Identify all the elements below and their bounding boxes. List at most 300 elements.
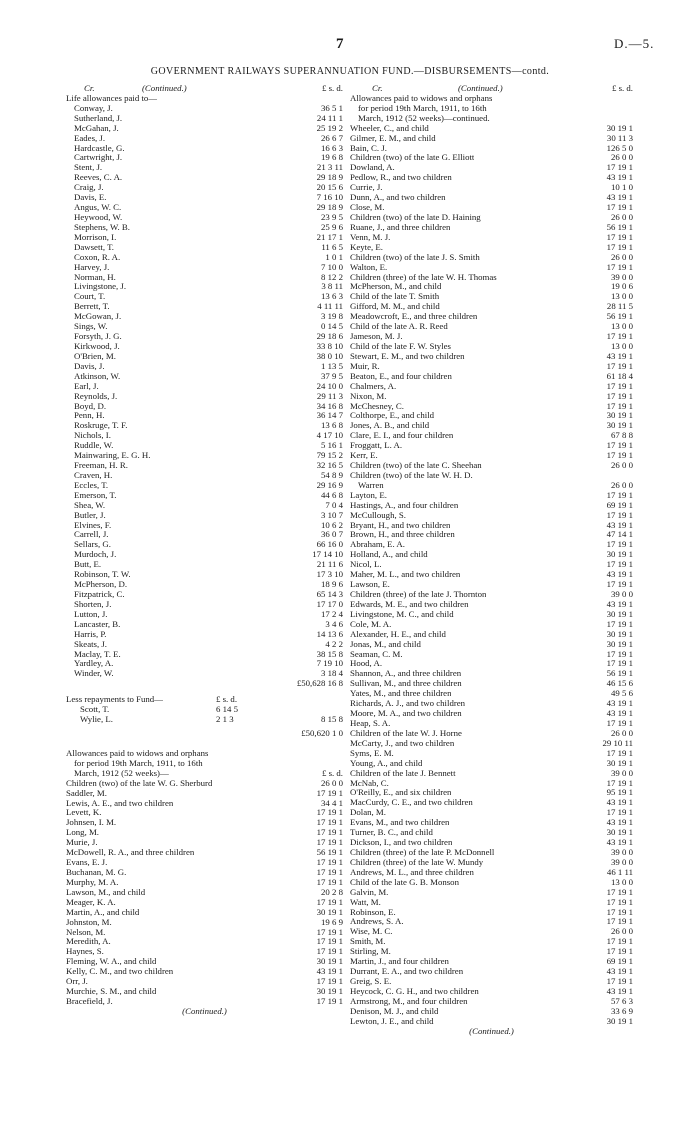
entry-amount: 25 19 2 [316,122,343,133]
entry-name: Lutton, J. [74,609,108,619]
entry-amount: 29 10 11 [602,737,633,748]
entry-amount: 17 19 1 [316,876,343,887]
table-row [350,659,633,669]
entry-amount: 11 6 5 [321,241,343,252]
entry-amount: 29 18 9 [316,172,343,183]
table-row [66,203,343,213]
entry-amount: 33 8 10 [316,340,343,351]
entry-amount: 2 1 3 [216,714,234,725]
table-row [350,322,633,332]
table-row [66,302,343,312]
entry-name: Orr, J. [66,977,88,987]
entry-amount: 32 16 5 [316,460,343,471]
entry-amount: 17 19 1 [606,509,633,520]
table-row [350,481,633,491]
entry-amount: 17 19 1 [606,231,633,242]
entry-amount: 7 10 0 [321,261,343,272]
entry-name: Lewton, J. E., and child [350,1016,434,1026]
entry-name: Ruane, J., and three children [350,222,451,232]
entry-amount: 17 19 1 [606,400,633,411]
right-column: Cr. (Continued.) £ s. d. Allowances paid to widows and orphans for period 19th March, 1911, to 16th March, 1912 (52 weeks)—continued. Wheeler, C., and child 30 19 1 Gilmer, E. M., and child 30 11 3 Bain, C. J. 126 5 0 Children (two) of the late G. Elliott 26 0 0 Dowland, A. 17 19 1 Pedlow, R., and two children 43 19 1 Currie, J. 10 1 0 Dunn, A., and two children 43 19 1 Close, M. 17 19 1 Children (two) of the late D. Haining 26 0 0 Ruane, J., and three children 56 19 1 Venn, M. J. 17 19 1 Keyte, E. 17 19 1 Children (two) of the late J. S. Smith 26 0 0 Walton, E. 17 19 1 Children (three) of the late W. H. Thomas 39 0 0 McPherson, M., and child 19 0 6 Child of the late T. Smith 13 0 0 Gifford, M. M., and child 28 11 5 Meadowcroft, E., and three children 56 19 1 Child of the late A. R. Reed 13 0 0 Jameson, M. J. 17 19 1 Child of the late F. W. Styles 13 0 0 Stewart, E. M., and two children 43 19 1 Muir, R. 17 19 1 Beaton, E., and four children 61 18 4 Chalmers, A. 17 19 1 Nixon, M. 17 19 1 McChesney, C. 17 19 1 Colthorpe, E., and child 30 19 1 Jones, A. B., and child 30 19 1 Clare, E. I., and four children 67 8 8 Froggatt, L. A. 17 19 1 Kerr, E. 17 19 1 Children (two) of the late C. Sheehan 26 0 0 Children (two) of the late W. H. D. Warren 26 0 0 Layton, E. 17 19 1 Hastings, A., and four children 69 19 1 McCullough, S. 17 19 1 Bryant, H., and two children 43 19 1 Brown, H., and three children 47 14 1 Abraham, E. A. 17 19 1 Holland, A., and child 30 19 1 Nicol, L. 17 19 1 Maher, M. L., and two children 43 19 1 Lawson, E. 17 19 1 Children (three) of the late J. Thornton 39 0 0 Edwards, M. E., and two children 43 19 1 Livingstone, M. C., and child 30 19 1 Cole, M. A. 17 19 1 Alexander, H. E., and child 30 19 1 Jonas, M., and child 30 19 1 Seaman, C. M. 17 19 1 Hood, A. 17 19 1 Shannon, A., and three children 56 19 1 Sullivan, M., and three children 46 15 6 Yates, M., and three children 49 5 6 Richards, A. J., and two children 43 19 1 Moore, M. A., and two children 43 19 1 Heap, S. A. 17 19 1 Children of the late W. J. Horne 26 0 0 McCarty, J., and two children 29 10 11 Syms, E. M. 17 19 1 Young, A., and child 30 19 1 Children of the late J. Bennett 39 0 0 McNab, C. 17 19 1 O'Reilly, E., and six children 95 19 1 MacCurdy, C. E., and two children 43 19 1 Dolan, M. 17 19 1 Evans, M., and two children 43 19 1 Turner, B. C., and child 30 19 1 Dickson, I., and two children 43 19 1 Children (three) of the late P. McDonnell 39 0 0 Children (three) of the late W. Mundy 39 0 0 Andrews, M. L., and three children 46 1 11 Child of the late G. B. Monson 13 0 0 Galvin, M. 17 19 1 Watt, M. 17 19 1 Robinson, E. 17 19 1 Andrews, S. A. 17 19 1 Wise, M. C. 26 0 0 Smith, M. 17 19 1 Stirling, M. 17 19 1 Martin, J., and four children 69 19 1 Durrant, E. A., and two children 43 19 1 Greig, S. E. 17 19 1 Heycock, C. G. H., and two children 43 19 1 Armstrong, M., and four children 57 6 3 Denison, M. J., and child 33 6 9 Lewton, J. E., and child 30 19 1 (Continued.) [350,83,633,1036]
entry-name: Jones, A. B., and child [350,421,430,431]
entry-amount: 30 19 1 [606,549,633,560]
table-row [66,322,343,332]
entry-name: Buchanan, M. G. [66,867,127,877]
table-row [350,540,633,550]
table-row [350,838,633,848]
entry-amount: 3 10 7 [321,509,343,520]
table-row [350,997,633,1007]
net-total-row [66,729,343,739]
entry-name: Children (three) of the late J. Thornton [350,590,487,600]
table-row [66,878,343,888]
entry-name: Andrews, S. A. [350,917,404,927]
entry-amount: 17 19 1 [316,857,343,868]
subtotal-amount: £50,628 16 8 [296,678,343,689]
entry-amount: 20 15 6 [316,182,343,193]
entry-amount: 30 19 1 [606,628,633,639]
entry-name: Eccles, T. [74,480,109,490]
entry-name: Johnston, M. [66,917,112,927]
entry-name: O'Brien, M. [74,351,116,361]
table-row [350,372,633,382]
table-row [66,253,343,263]
table-row [66,918,343,928]
table-row [66,957,343,967]
entry-name: Nichols, I. [74,431,111,441]
table-row [350,521,633,531]
entry-name: Dolan, M. [350,808,386,818]
entry-amount: 36 14 7 [316,410,343,421]
entry-name: Gifford, M. M., and child [350,302,440,312]
entry-amount: 56 19 1 [606,311,633,322]
table-row [66,947,343,957]
entry-amount: 26 0 0 [611,727,633,738]
entry-amount: 3 18 4 [321,668,343,679]
entry-name: Levett, K. [66,808,102,818]
cr-label: Cr. [84,83,95,93]
table-row [350,292,633,302]
table-row [66,183,343,193]
entry-name: Syms, E. M. [350,748,394,758]
entry-amount: 29 18 9 [316,202,343,213]
table-row [350,302,633,312]
section-units: £ s. d. [321,767,343,778]
entry-amount: 17 19 1 [606,390,633,401]
entry-name: Livingstone, J. [74,282,127,292]
table-row [350,580,633,590]
table-row [66,243,343,253]
entry-name: Morrison, I. [74,232,117,242]
table-row [66,282,343,292]
entry-name: Maher, M. L., and two children [350,570,461,580]
entry-amount: 30 19 1 [606,827,633,838]
table-row [350,273,633,283]
entry-amount: 36 0 7 [321,529,343,540]
table-row [66,273,343,283]
entry-amount: 79 15 2 [316,450,343,461]
table-row [66,332,343,342]
entry-amount: 39 0 0 [611,271,633,282]
table-row [66,580,343,590]
entry-amount: 10 6 2 [321,519,343,530]
left-column-header [66,84,343,94]
entry-amount: 67 8 8 [611,430,633,441]
net-total-amount: £50,620 1 0 [301,728,343,738]
table-row [66,530,343,540]
entry-amount: 26 0 0 [321,777,343,788]
entry-name: Children (three) of the late P. McDonnell [350,847,495,857]
table-row [66,540,343,550]
entry-name: Children (two) of the late G. Elliott [350,153,475,163]
entry-name: Heycock, C. G. H., and two children [350,986,479,996]
entry-name: Children (two) of the late W. G. Sherburd [66,778,213,788]
entry-amount: 0 14 5 [321,321,343,332]
table-row [66,799,343,809]
entry-amount: 7 0 4 [325,499,343,510]
table-row [350,153,633,163]
entry-name: Earl, J. [74,381,99,391]
entry-amount: 56 19 1 [606,221,633,232]
entry-name: Durrant, E. A., and two children [350,967,464,977]
entry-amount: 17 3 10 [316,569,343,580]
entry-amount: 17 19 1 [316,817,343,828]
entry-name: Child of the late F. W. Styles [350,341,451,351]
entry-amount: 43 19 1 [606,985,633,996]
entry-name: Hood, A. [350,659,383,669]
entry-name: Martin, J., and four children [350,957,449,967]
table-row [66,342,343,352]
entry-amount: 26 0 0 [611,152,633,163]
entry-amount: 17 19 1 [606,360,633,371]
table-row [66,223,343,233]
entry-amount: 30 19 1 [606,122,633,133]
entry-name: Dunn, A., and two children [350,193,446,203]
entry-amount: 17 19 1 [316,787,343,798]
entry-amount: 18 9 6 [321,579,343,590]
entry-amount: 17 19 1 [316,807,343,818]
entry-name: Meadowcroft, E., and three children [350,312,478,322]
entry-amount: 17 19 1 [606,559,633,570]
table-row [350,471,633,481]
table-row [350,987,633,997]
subtotal-row [66,679,343,689]
entry-name: Martin, A., and child [66,907,140,917]
table-row [350,441,633,451]
entry-amount: 3 4 6 [325,618,343,629]
entry-name: Sellars, G. [74,540,111,550]
entry-name: Andrews, M. L., and three children [350,867,474,877]
table-row [350,669,633,679]
entry-amount: 26 0 0 [611,479,633,490]
table-row [350,213,633,223]
left-column: Cr. (Continued.) £ s. d. Life allowances paid to— Conway, J. 36 5 1 Sutherland, J. 24 11 1 McGahan, J. 25 19 2 Eades, J. 26 6 7 Hardcastle, G. 16 6 3 Cartwright, J. 19 6 8 Stent, J. 21 3 11 Reeves, C. A. 29 18 9 Craig, J. 20 15 6 Davis, E. 7 16 10 Angus, W. C. 29 18 9 Heywood, W. 23 9 5 Stephens, W. B. 25 9 6 Morrison, I. 21 17 1 Dawsett, T. 11 6 5 Coxon, R. A. 1 0 1 Harvey, J. 7 10 0 Norman, H. 8 12 2 Livingstone, J. 3 8 11 Court, T. 13 6 3 Berrett, T. 4 11 11 McGowan, J. 3 19 8 Sings, W. 0 14 5 Forsyth, J. G. 29 18 6 Kirkwood, J. 33 8 10 O'Brien, M. 38 0 10 Davis, J. 1 13 5 Atkinson, W. 37 9 5 Earl, J. 24 10 0 Reynolds, J. 29 11 3 Boyd, D. 34 16 8 Penn, H. 36 14 7 Roskruge, T. F. 13 6 8 Nichols, I. 4 17 10 Ruddle, W. 5 16 1 Mainwaring, E. G. H. 79 15 2 Freeman, H. R. 32 16 5 Craven, H. 54 8 9 Eccles, T. 29 16 9 Emerson, T. 44 6 8 Shea, W. 7 0 4 Butler, J. 3 10 7 Elvines, F. 10 6 2 Carrell, J. 36 0 7 Sellars, G. 66 16 0 Murdoch, J. 17 14 10 Butt, E. 21 11 6 Robinson, T. W. 17 3 10 McPherson, D. 18 9 6 Fitzpatrick, C. 65 14 3 Shorten, J. 17 17 0 Lutton, J. 17 2 4 Lancaster, B. 3 4 6 Harris, P. 14 13 6 Skeats, J. 4 2 2 Maclay, T. E. 38 15 8 Yardley, A. 7 19 10 Winder, W. 3 18 4 £50,628 16 8 Less repayments to Fund— £ s. d. Scott, T. 6 14 5 Wylie, L. 2 1 3 8 15 8 £50,620 1 0 Allowances paid to widows and orphans for period 19th March, 1911, to 16th March, 1912 (52 weeks)— £ s. d. Children (two) of the late W. G. Sherburd 26 0 0 Saddler, M. 17 19 1 Lewis, A. E., and two children 34 4 1 Levett, K. 17 19 1 Johnsen, I. M. 17 19 1 Long, M. 17 19 1 Murie, J. 17 19 1 McDowell, R. A., and three children 56 19 1 Evans, E. J. 17 19 1 Buchanan, M. G. 17 19 1 Murphy, M. A. 17 19 1 Lawson, M., and child 20 2 8 Meager, K. A. 17 19 1 Martin, A., and child 30 19 1 Johnston, M. 19 6 9 Nelson, M. 17 19 1 Meredith, A. 17 19 1 Haynes, S. 17 19 1 Fleming, W. A., and child 30 19 1 Kelly, C. M., and two children 43 19 1 Orr, J. 17 19 1 Murchie, S. M., and child 30 19 1 Bracefield, J. 17 19 1 (Continued.) [66,83,343,1016]
entry-amount: 57 6 3 [611,995,633,1006]
entry-name: Reynolds, J. [74,391,118,401]
entry-amount: 17 19 1 [316,827,343,838]
entry-name: Forsyth, J. G. [74,332,122,342]
entry-amount: 95 19 1 [606,787,633,798]
table-row [66,908,343,918]
table-row [66,590,343,600]
entry-amount: 24 10 0 [316,380,343,391]
table-row [350,937,633,947]
entry-amount: 17 19 1 [606,946,633,957]
cr-label: Cr. [372,83,383,93]
entry-name: McGahan, J. [74,123,119,133]
entry-amount: 19 6 9 [321,916,343,927]
entry-name: Yates, M., and three children [350,689,452,699]
table-row [350,193,633,203]
entry-name: Bryant, H., and two children [350,520,451,530]
table-row [350,769,633,779]
entry-name: Brown, H., and three children [350,530,455,540]
widow-allowance-list-continued [350,124,633,1027]
table-row [350,600,633,610]
entry-name: Lawson, E. [350,580,390,590]
entry-name: Atkinson, W. [74,371,121,381]
entry-amount: 46 1 11 [606,866,633,877]
entry-amount: 7 16 10 [316,192,343,203]
entry-amount: 26 0 0 [611,926,633,937]
entry-name: Froggatt, L. A. [350,441,403,451]
entry-name: Elvines, F. [74,520,112,530]
section-heading: Life allowances paid to— [66,93,158,103]
entry-amount: 17 19 1 [606,906,633,917]
entry-name: Murie, J. [66,838,98,848]
entry-amount: 13 0 0 [611,291,633,302]
entry-name: Yardley, A. [74,659,114,669]
entry-amount: 17 19 1 [606,241,633,252]
entry-amount: 39 0 0 [611,856,633,867]
table-row [350,134,633,144]
entry-name: Smith, M. [350,937,386,947]
entry-name: Murdoch, J. [74,550,117,560]
entry-amount: 43 19 1 [606,172,633,183]
table-row [350,788,633,798]
currency-units: £ s. d. [321,83,343,93]
entry-amount: 26 0 0 [611,251,633,262]
table-row [66,491,343,501]
table-row [66,461,343,471]
entry-name: Coxon, R. A. [74,252,121,262]
entry-amount: 29 11 3 [316,390,343,401]
entry-amount: 17 19 1 [606,916,633,927]
entry-amount: 17 19 1 [606,618,633,629]
entry-amount: 5 16 1 [321,440,343,451]
entry-amount: 13 6 8 [321,420,343,431]
entry-amount: 33 6 9 [611,1005,633,1016]
continued-footer: (Continued.) [469,1025,514,1036]
table-row [350,451,633,461]
entry-name: Turner, B. C., and child [350,828,433,838]
entry-name: Nixon, M. [350,391,387,401]
entry-amount: 43 19 1 [606,817,633,828]
entry-amount: 17 14 10 [312,549,343,560]
table-row [350,967,633,977]
entry-name: Eades, J. [74,133,106,143]
table-row [66,600,343,610]
entry-amount: 61 18 4 [606,370,633,381]
entry-name: Clare, E. I., and four children [350,431,454,441]
repayment-total: 8 15 8 [321,714,343,725]
table-row [66,114,343,124]
entry-amount: 13 0 0 [611,340,633,351]
entry-name: Colthorpe, E., and child [350,411,435,421]
entry-name: Jonas, M., and child [350,639,421,649]
entry-amount: 17 19 1 [606,807,633,818]
entry-name: Meredith, A. [66,937,111,947]
entry-name: Warren [358,480,384,490]
entry-amount: 26 0 0 [611,460,633,471]
entry-amount: 23 9 5 [321,211,343,222]
entry-name: Shannon, A., and three children [350,669,462,679]
entry-name: MacCurdy, C. E., and two children [350,798,473,808]
entry-name: Lawson, M., and child [66,887,146,897]
entry-amount: 3 19 8 [321,311,343,322]
entry-name: Murphy, M. A. [66,877,119,887]
table-row [350,332,633,342]
entry-amount: 17 19 1 [606,380,633,391]
entry-name: Child of the late T. Smith [350,292,440,302]
entry-name: Kerr, E. [350,451,378,461]
table-row [350,501,633,511]
page-number: 7 [336,36,344,52]
entry-name: Harvey, J. [74,262,110,272]
entry-name: Freeman, H. R. [74,461,128,471]
entry-name: Pedlow, R., and two children [350,173,452,183]
entry-amount: 30 19 1 [316,956,343,967]
table-row [66,392,343,402]
entry-name: Edwards, M. E., and two children [350,599,469,609]
table-row [66,650,343,660]
entry-name: Hardcastle, G. [74,143,125,153]
entry-name: Holland, A., and child [350,550,428,560]
entry-amount: 17 19 1 [606,539,633,550]
entry-amount: 1 13 5 [321,360,343,371]
entry-name: Hastings, A., and four children [350,500,459,510]
table-row [66,620,343,630]
entry-amount: 69 19 1 [606,499,633,510]
entry-name: Penn, H. [74,411,105,421]
entry-amount: 43 19 1 [606,708,633,719]
entry-name: Stirling, M. [350,947,391,957]
entry-name: Shorten, J. [74,599,112,609]
table-row [350,779,633,789]
entry-amount: 126 5 0 [606,142,633,153]
entry-amount: 49 5 6 [611,688,633,699]
entry-name: Dowland, A. [350,163,395,173]
entry-amount: 47 14 1 [606,529,633,540]
entry-amount: 17 19 1 [316,995,343,1006]
table-row [66,481,343,491]
table-row [350,808,633,818]
entry-name: Child of the late A. R. Reed [350,322,448,332]
table-row [350,163,633,173]
entry-name: Children (two) of the late C. Sheehan [350,461,482,471]
entry-name: Children of the late W. J. Horne [350,728,462,738]
entry-name: Armstrong, M., and four children [350,996,468,1006]
entry-name: Dawsett, T. [74,242,114,252]
entry-name: Dickson, I., and two children [350,838,453,848]
table-row [66,818,343,828]
entry-amount: 43 19 1 [606,192,633,203]
entry-amount: 26 6 7 [321,132,343,143]
table-row [350,431,633,441]
entry-name: Children (three) of the late W. H. Thomas [350,272,497,282]
entry-amount: 17 19 1 [606,777,633,788]
entry-amount: 17 17 0 [316,598,343,609]
entry-amount: 65 14 3 [316,589,343,600]
entry-name: Johnsen, I. M. [66,818,117,828]
entry-amount: 13 6 3 [321,291,343,302]
entry-amount: 30 19 1 [606,420,633,431]
table-row [66,521,343,531]
entry-name: Muir, R. [350,361,380,371]
entry-name: Reeves, C. A. [74,173,123,183]
entry-name: Beaton, E., and four children [350,371,452,381]
entry-name: Children of the late J. Bennett [350,768,456,778]
entry-amount: 17 19 1 [606,648,633,659]
entry-name: McNab, C. [350,778,389,788]
entry-name: Wheeler, C., and child [350,123,429,133]
life-allowance-list [66,104,343,679]
table-row [66,144,343,154]
entry-amount: 29 18 6 [316,331,343,342]
entry-name: Norman, H. [74,272,116,282]
document-code: D.—5. [614,36,655,51]
entry-name: McGowan, J. [74,312,122,322]
entry-name: Seaman, C. M. [350,649,403,659]
table-row [66,292,343,302]
entry-name: Sullivan, M., and three children [350,679,462,689]
table-row [66,848,343,858]
table-row [350,491,633,501]
entry-name: Venn, M. J. [350,232,391,242]
entry-amount: 17 19 1 [606,747,633,758]
table-row [66,977,343,987]
entry-amount: 10 1 0 [611,182,633,193]
entry-amount: 21 11 6 [316,559,343,570]
entry-name: Wise, M. C. [350,927,393,937]
table-row [350,560,633,570]
table-row [66,987,343,997]
entry-amount: 17 19 1 [606,202,633,213]
entry-name: Galvin, M. [350,887,389,897]
entry-amount: 4 11 11 [317,301,343,312]
table-row [66,193,343,203]
entry-name: Kirkwood, J. [74,341,120,351]
table-row [66,640,343,650]
entry-name: Cole, M. A. [350,619,392,629]
repayment-row [66,715,343,725]
table-row [350,630,633,640]
entry-name: Richards, A. J., and two children [350,699,466,709]
table-row [350,689,633,699]
entry-name: Court, T. [74,292,106,302]
right-column-header [350,84,633,94]
table-row [350,650,633,660]
entry-name: Angus, W. C. [74,203,122,213]
table-row [66,838,343,848]
entry-amount: 17 2 4 [321,608,343,619]
table-row [350,818,633,828]
entry-name: Bracefield, J. [66,996,113,1006]
entry-amount: 17 19 1 [606,975,633,986]
entry-amount: 17 19 1 [606,936,633,947]
entry-name: Robinson, E. [350,907,396,917]
table-row [350,550,633,560]
